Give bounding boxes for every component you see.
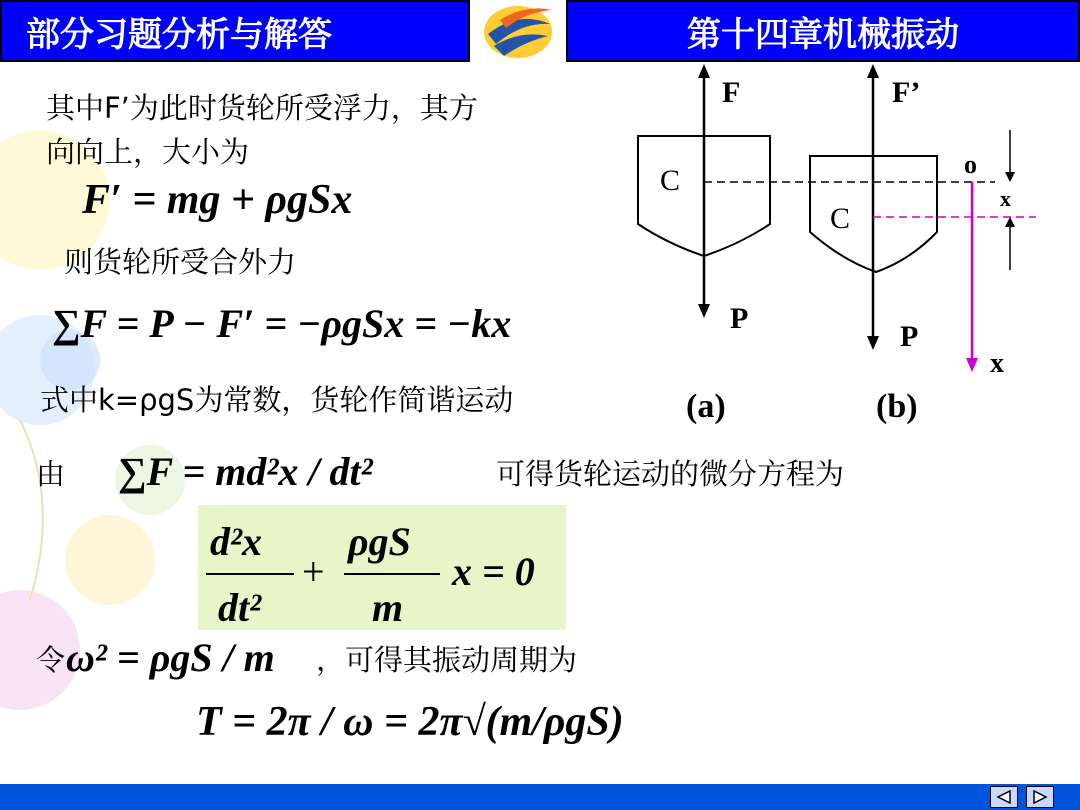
nav-prev-button[interactable] xyxy=(990,786,1018,808)
eq4-numerator-1: d²x xyxy=(210,519,262,564)
label-F: F xyxy=(722,76,741,109)
text-line-5-suffix: 可得货轮运动的微分方程为 xyxy=(496,457,845,491)
equation-buoyancy: F′ = mg + ρgSx xyxy=(82,177,353,223)
eq4-denominator-2: m xyxy=(372,585,404,630)
triangle-left-icon xyxy=(996,790,1012,804)
label-x-axis: x xyxy=(990,348,1004,379)
footer-bar xyxy=(0,784,1080,810)
x-axis-arrow xyxy=(966,358,978,372)
header-right-title: 第十四章机械振动 xyxy=(566,0,1080,62)
label-P-b: P xyxy=(900,320,919,353)
text-line-2: 向向上，大小为 xyxy=(46,135,250,169)
header-left-title: 部分习题分析与解答 xyxy=(0,0,470,62)
text-line-4: 式中k=ρgS为常数，货轮作简谐运动 xyxy=(40,383,514,417)
logo xyxy=(470,0,566,62)
caption-b: (b) xyxy=(876,388,918,425)
text-line-6-suffix: ，可得其振动周期为 xyxy=(316,643,578,677)
label-origin-o: o xyxy=(964,150,977,179)
caption-a: (a) xyxy=(686,388,726,425)
equation-omega: ω² = ρgS / m xyxy=(66,635,275,680)
nav-next-button[interactable] xyxy=(1026,786,1054,808)
logo-icon xyxy=(470,0,566,62)
ship-buoyancy-diagram xyxy=(600,60,1080,440)
equation-newton: ∑F = md²x / dt² xyxy=(118,449,373,494)
eq4-plus: + xyxy=(302,549,325,594)
text-line-1: 其中F’为此时货轮所受浮力，其方 xyxy=(46,91,478,125)
fraction-bar-2 xyxy=(344,573,440,575)
text-line-5-prefix: 由 xyxy=(36,457,66,491)
text-line-3: 则货轮所受合外力 xyxy=(64,245,297,279)
equation-period: T = 2π / ω = 2π√(m/ρgS) xyxy=(196,699,624,745)
label-C-a: C xyxy=(660,164,681,197)
arrow-down-a xyxy=(698,304,710,318)
triangle-right-icon xyxy=(1032,790,1048,804)
label-C-b: C xyxy=(830,202,851,235)
label-F-prime: F’ xyxy=(892,76,921,109)
eq4-denominator-1: dt² xyxy=(218,585,262,630)
label-P-a: P xyxy=(730,302,749,335)
eq4-numerator-2: ρgS xyxy=(348,519,411,564)
fraction-bar-1 xyxy=(206,573,294,575)
equation-net-force: ∑F = P − F′ = −ρgSx = −kx xyxy=(52,301,512,346)
arrow-up-a xyxy=(698,64,710,78)
label-x-offset: x xyxy=(1000,186,1011,211)
eq4-tail: x = 0 xyxy=(452,549,535,594)
arrow-up-b xyxy=(867,64,879,78)
text-line-6-prefix: 令 xyxy=(36,643,66,677)
arrow-down-b xyxy=(867,336,879,350)
